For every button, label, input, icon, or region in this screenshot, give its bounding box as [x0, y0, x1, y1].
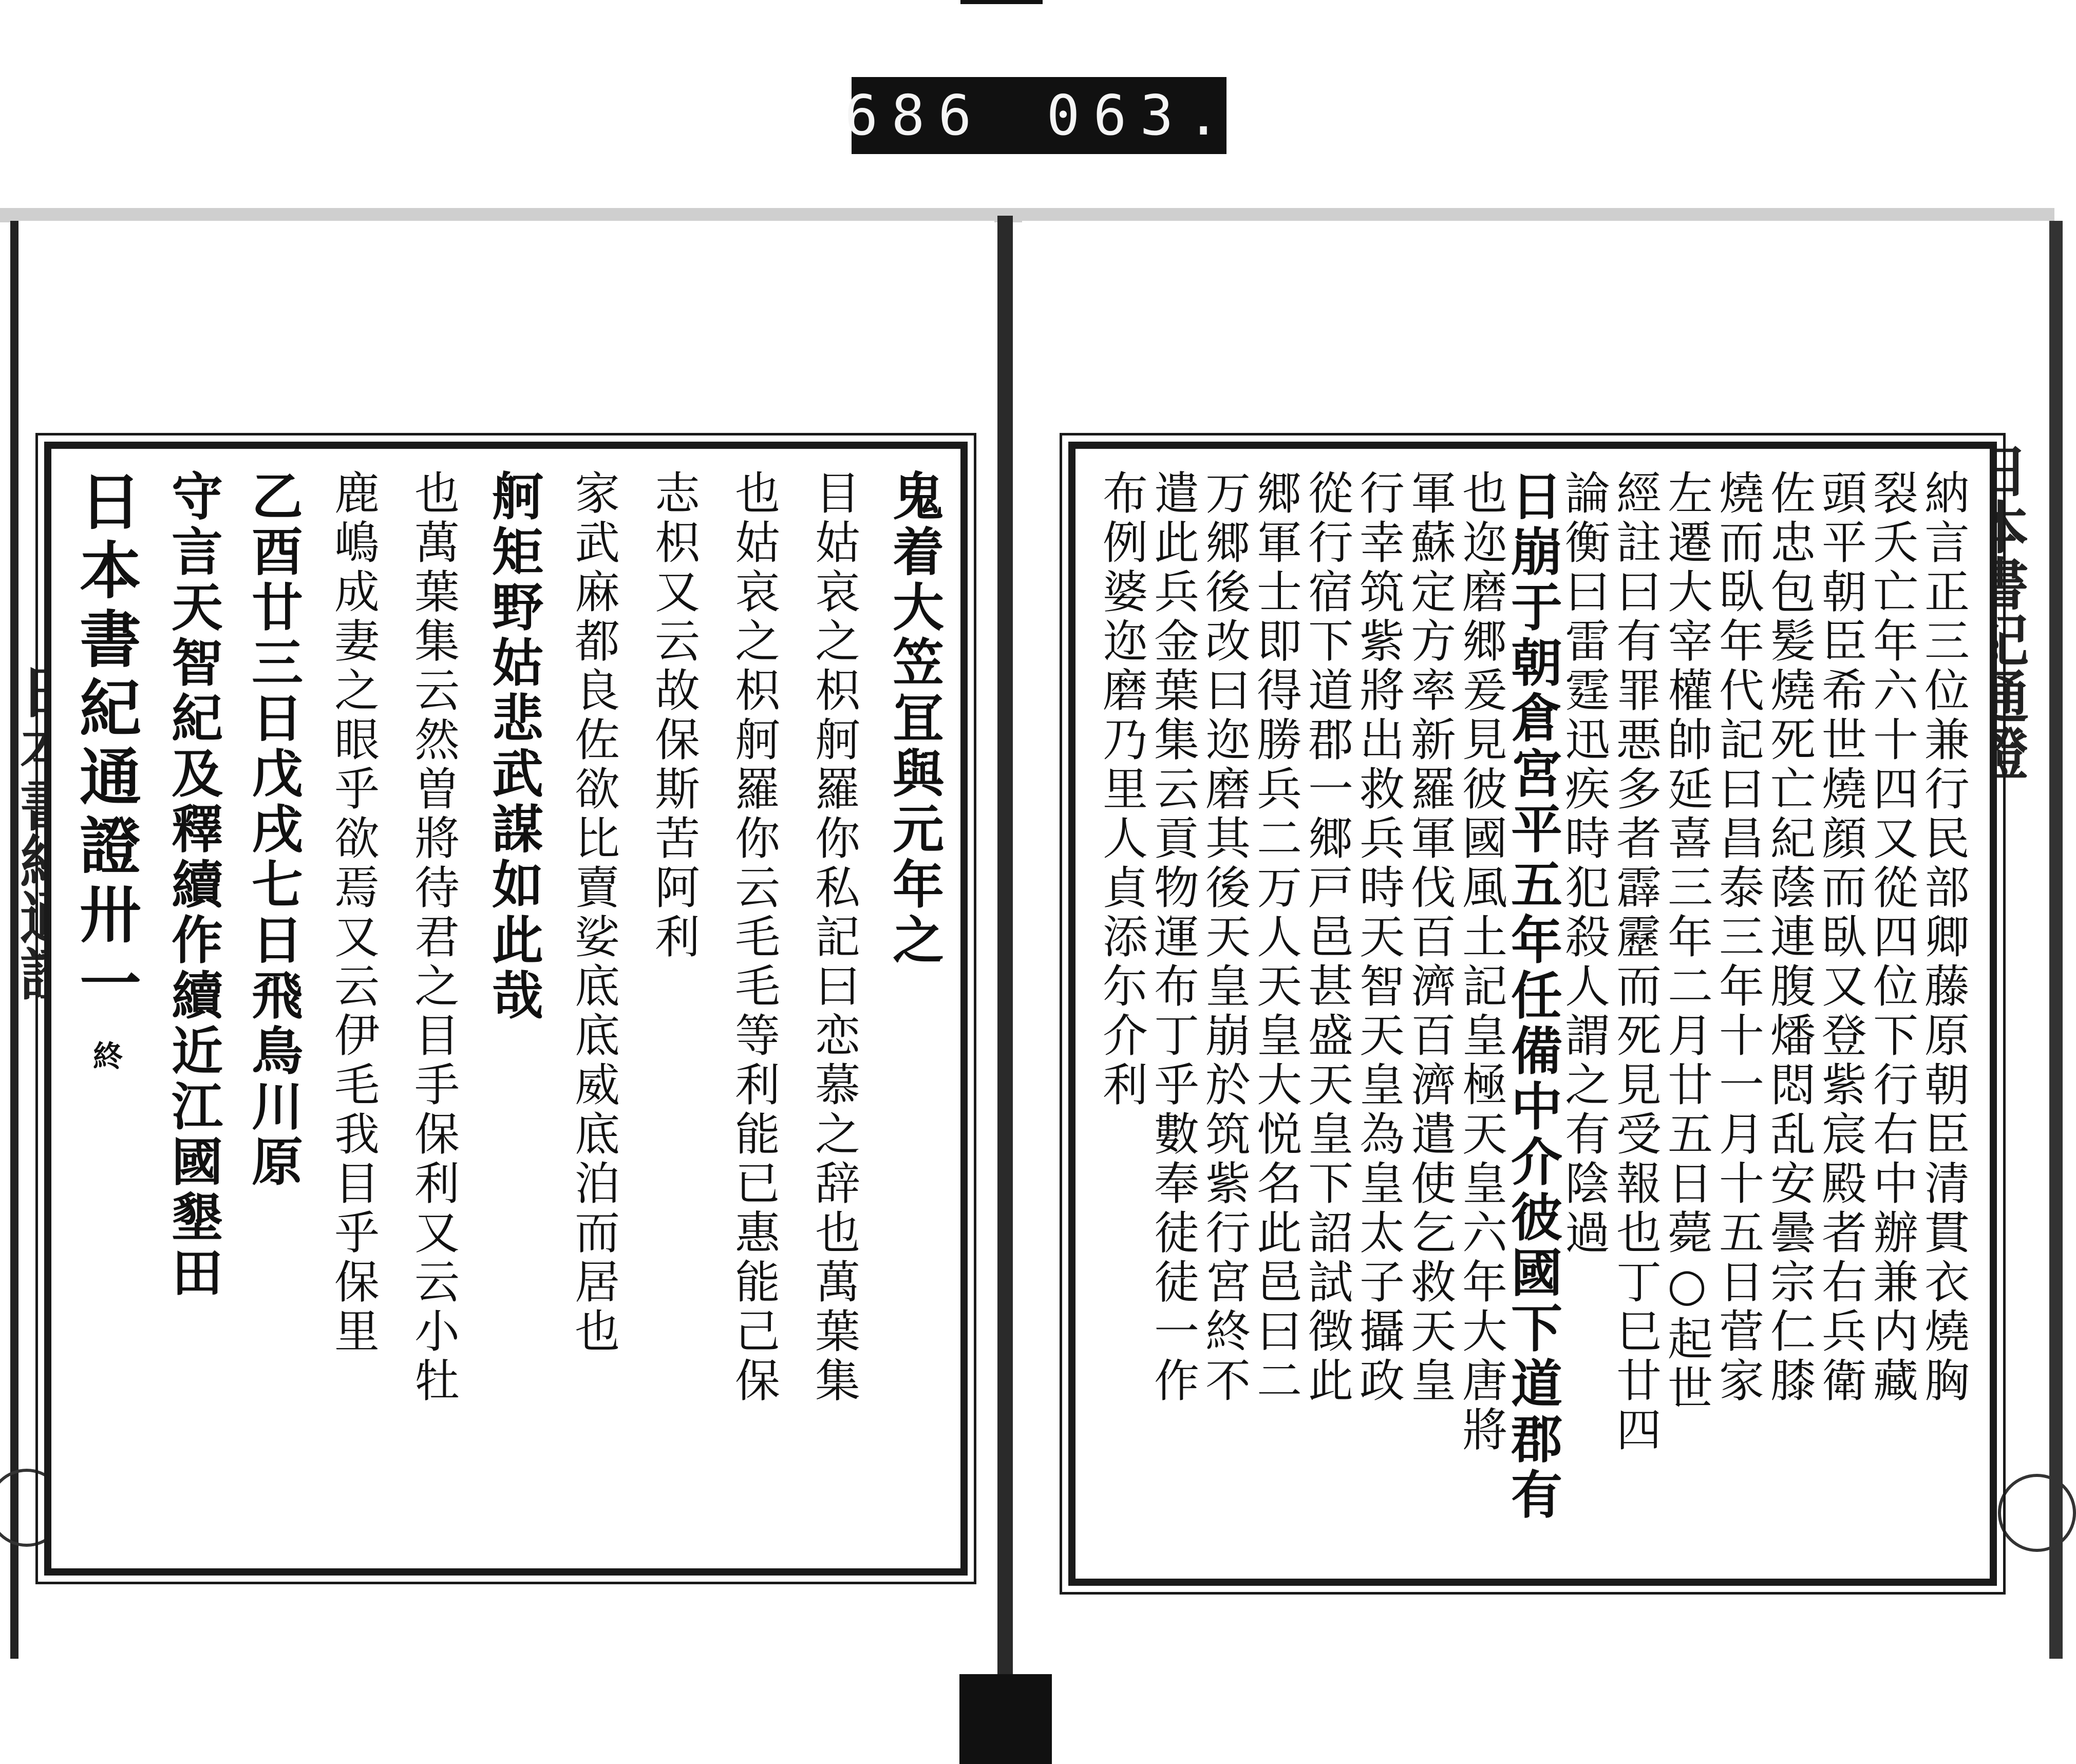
text-column: 万郷後改曰迩磨其後天皇崩於筑紫行宮終不	[1198, 469, 1251, 1406]
left-page	[10, 221, 994, 1659]
text-column: 日崩于朝倉宮平五年任備中介彼國下道郡有	[1502, 469, 1563, 1523]
text-column: 論衡曰雷霆迅疾時犯殺人謂之有陰過	[1558, 469, 1611, 1258]
text-column: 行幸筑紫將出救兵時天智天皇為皇太子攝政	[1352, 469, 1405, 1406]
text-column: 經註曰有罪悪多者霹靂而死見受報也丁巳廿四	[1609, 469, 1662, 1455]
left-columns	[69, 469, 945, 1548]
frame-number: 063.	[1046, 83, 1234, 148]
text-column: 鹿嶋成妻之眼乎欲焉又云伊毛我目乎保里	[327, 469, 380, 1357]
text-column: 也迩磨郷爰見彼國風土記皇極天皇六年大唐將	[1455, 469, 1508, 1455]
book-spine	[997, 216, 1013, 1751]
text-column: 家武麻都良佐欲比賣娑底底威底泊而居也	[568, 469, 620, 1357]
text-column: 目姑哀之枳舸羅你私記曰恋慕之辞也萬葉集	[808, 469, 861, 1406]
reel-number: 686	[844, 83, 985, 148]
film-top-bar	[960, 0, 1043, 4]
right-columns	[1096, 469, 1969, 1558]
binding-ring-right	[1998, 1474, 2076, 1552]
spine-bottom-block	[959, 1674, 1052, 1764]
text-column: 志枳又云故保斯苦阿利	[648, 469, 701, 962]
text-column: 左遷大宰權帥延喜三年二月廿五日薨○起世	[1660, 469, 1713, 1414]
text-column: 佐忠包髪燒死亡紀蔭連腹燔悶乱安曇宗仁膝	[1763, 469, 1816, 1406]
text-column: 燒而臥年代記曰昌泰三年十一月十五日菅家	[1712, 469, 1765, 1406]
text-column: 乙酉廿三日戊戌七日飛鳥川原	[243, 469, 304, 1190]
text-column: 從行宿下道郡一郷戸邑甚盛天皇下詔試徴此	[1301, 469, 1354, 1406]
text-column: 郷軍士即得勝兵二万人天皇大悦名此邑曰二	[1250, 469, 1303, 1406]
microfilm-frame-label	[844, 77, 1234, 154]
text-column: 也萬葉集云然曽將待君之目手保利又云小牡	[407, 469, 460, 1406]
text-column: 鬼着大笠冝與元年之	[884, 469, 945, 969]
right-page	[1022, 221, 2063, 1659]
text-column: 頭平朝臣希世燒顔而臥又登紫宸殿者右兵衛	[1815, 469, 1867, 1406]
text-column: 布例婆迩磨乃里人貞添尓介利	[1096, 469, 1148, 1110]
text-column: 也姑哀之枳舸羅你云毛毛等利能已惠能己保	[728, 469, 781, 1406]
text-column: 納言正三位兼行民部卿藤原朝臣清貫衣燒胸	[1917, 469, 1970, 1406]
volume-title-text: 日本書紀通證卅一	[69, 469, 142, 1020]
book-top-edge	[0, 208, 2054, 222]
text-column: 裂夭亡年六十四又從四位下行右中辦兼内藏	[1866, 469, 1919, 1406]
end-mark: 終	[88, 1040, 123, 1077]
volume-end-title	[69, 469, 142, 1548]
text-column: 軍蘇定方率新羅軍伐百濟百濟遣使乞救天皇	[1404, 469, 1457, 1406]
right-text-panel	[1068, 442, 1997, 1586]
text-column: 守言天智紀及釋續作續近江國墾田	[163, 469, 223, 1301]
left-text-panel	[44, 442, 968, 1576]
text-column: 遣此兵金葉集云貢物運布丁乎數奉徒徒一作	[1147, 469, 1200, 1406]
text-column: 舸矩野姑悲武謀如此哉	[483, 469, 544, 1024]
